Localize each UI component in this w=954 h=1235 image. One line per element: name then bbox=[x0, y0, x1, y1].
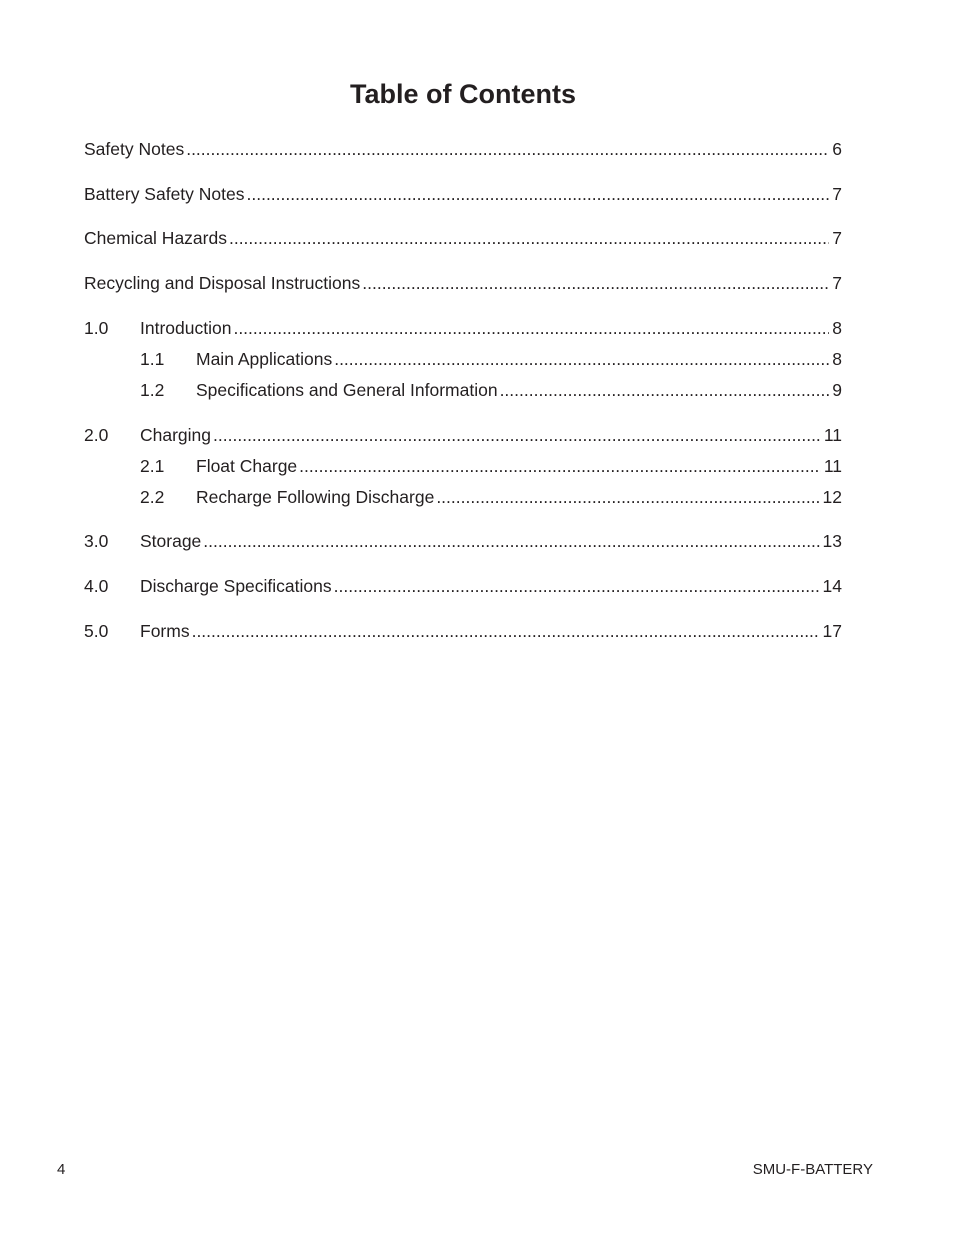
toc-entry-specifications[interactable] bbox=[140, 379, 842, 401]
toc-entry-label: Chemical Hazards bbox=[84, 228, 227, 248]
toc-entry-page: 11 bbox=[823, 425, 842, 445]
toc-entry-float-charge[interactable] bbox=[140, 455, 842, 477]
toc-entry-number: 1.2 bbox=[140, 380, 165, 400]
toc-entry-label: Introduction bbox=[140, 318, 232, 338]
dot-leader bbox=[213, 424, 821, 446]
dot-leader bbox=[186, 138, 829, 160]
toc-entry-introduction[interactable] bbox=[84, 317, 842, 339]
toc-entry-page: 13 bbox=[822, 531, 842, 551]
toc-entry-label: Charging bbox=[140, 425, 212, 445]
toc-entry-safety-notes[interactable] bbox=[84, 138, 842, 160]
toc-entry-forms[interactable] bbox=[84, 620, 842, 642]
toc-entry-discharge-specifications[interactable] bbox=[84, 575, 842, 597]
dot-leader bbox=[362, 272, 829, 294]
dot-leader bbox=[229, 227, 829, 249]
dot-leader bbox=[192, 620, 820, 642]
dot-leader bbox=[233, 317, 829, 339]
toc-entry-label: Recycling and Disposal Instructions bbox=[84, 273, 361, 293]
page-title: Table of Contents bbox=[350, 79, 576, 109]
toc-entry-number: 2.2 bbox=[140, 487, 165, 507]
toc-entry-page: 7 bbox=[832, 184, 842, 204]
toc-entry-charging[interactable] bbox=[84, 424, 842, 446]
toc-entry-number: 3.0 bbox=[84, 531, 109, 551]
toc-entry-label: Safety Notes bbox=[84, 139, 185, 159]
footer-page-number: 4 bbox=[57, 1161, 66, 1178]
toc-entry-page: 9 bbox=[832, 380, 842, 400]
toc-entry-label: Battery Safety Notes bbox=[84, 184, 245, 204]
toc-entry-page: 7 bbox=[832, 273, 842, 293]
toc-entry-label: Recharge Following Discharge bbox=[196, 487, 435, 507]
toc-entry-chemical-hazards[interactable] bbox=[84, 227, 842, 249]
toc-entry-number: 1.1 bbox=[140, 349, 165, 369]
dot-leader bbox=[299, 455, 821, 477]
toc-entry-recharge-following-discharge[interactable] bbox=[140, 486, 842, 508]
dot-leader bbox=[334, 348, 829, 370]
toc-entry-number: 5.0 bbox=[84, 621, 109, 641]
toc-entry-page: 6 bbox=[832, 139, 842, 159]
toc-entry-recycling-disposal[interactable] bbox=[84, 272, 842, 294]
toc-entry-page: 7 bbox=[832, 228, 842, 248]
footer-document-id: SMU-F-BATTERY bbox=[752, 1161, 873, 1178]
toc-entry-label: Forms bbox=[140, 621, 190, 641]
toc-entry-page: 12 bbox=[822, 487, 842, 507]
toc-entry-number: 1.0 bbox=[84, 318, 109, 338]
dot-leader bbox=[436, 486, 819, 508]
toc-entry-page: 14 bbox=[822, 576, 842, 596]
toc-entry-page: 8 bbox=[832, 349, 842, 369]
toc-entry-main-applications[interactable] bbox=[140, 348, 842, 370]
dot-leader bbox=[334, 575, 820, 597]
toc-entry-number: 2.0 bbox=[84, 425, 109, 445]
toc-entry-label: Discharge Specifications bbox=[140, 576, 332, 596]
toc-entry-storage[interactable] bbox=[84, 530, 842, 552]
toc-entry-page: 8 bbox=[832, 318, 842, 338]
toc-entry-number: 4.0 bbox=[84, 576, 109, 596]
toc-entry-number: 2.1 bbox=[140, 456, 165, 476]
toc-entry-label: Storage bbox=[140, 531, 202, 551]
dot-leader bbox=[203, 530, 819, 552]
toc-entry-label: Specifications and General Information bbox=[196, 380, 498, 400]
toc-entry-page: 17 bbox=[822, 621, 842, 641]
toc-entry-label: Float Charge bbox=[196, 456, 298, 476]
toc-entry-battery-safety-notes[interactable] bbox=[84, 183, 842, 205]
dot-leader bbox=[247, 183, 830, 205]
toc-entry-label: Main Applications bbox=[196, 349, 333, 369]
dot-leader bbox=[500, 379, 830, 401]
toc-entry-page: 11 bbox=[823, 456, 842, 476]
